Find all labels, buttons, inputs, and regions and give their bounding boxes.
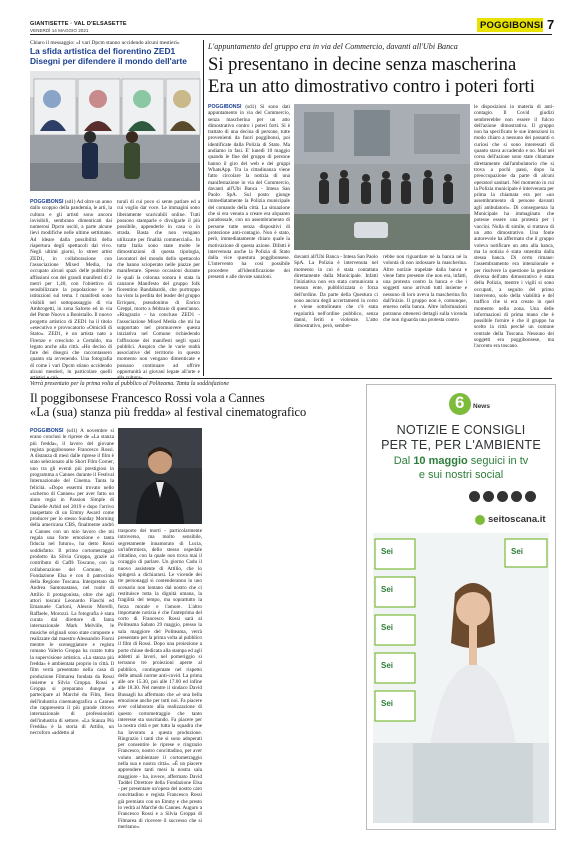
ad-sei-badge: Sei [381,585,394,594]
ad-line-2: PER TE, PER L'AMBIENTE [381,438,541,452]
instagram-icon[interactable] [497,491,508,502]
bottom-body-col-2: trasporto dei morti - particolarmente introverso, ma molto sensibile, segretamente innamorato di Lucia, un'infermiera, dello stesso ospedale cittadino, con la quale non trova mai il coraggio di parlare. Un giorno Cadu il nuovo assistente di Attilio, che lo spingerà a dichiararsi. Le vicende dei tre personaggi si contenderanno in uno scenario non lontano dal nostro che ci restituisce tutta la dignità umana, la fragilità del tempo, ma soprattutto la forza morale e l'amore. L'altro importante notizia è che l'anteprima del corto di Francesco Rossi sarà al Politeama Sabato 29 maggio, presso la sala maggiore del Politeama, verrà presentato per la prima volta al pubblico il film di Rossi. Dopo una proiezione a porte chiuse dedicata alla stampa ed agli addetti ai lavori, nel pomeriggio si terranno tre proiezioni aperte al pubblico, contingentate nel rispetto delle attuali norme anti-covid. La prima alle ore 15.30, poi alle 17.00 ed infine alle 18.30. Nel mentre il sindaco David Bussagli ha affermato che «è una bella emozione anche per tutti noi. Fa piacere aver collaborato alla realizzazione di questo cortometraggio che tanto interesse sta suscitando. Fa piacere per la nostra città e per tutta la squadra che ha lavorato a questa produzione. Ringrazio i tanti che si sono adoperati per consentire le riprese e ringrazio Francesco, nostro concittadino, per aver voluto ambientare il cortometraggio nella sua e nostra città». «È un piacere apprendere tanti mesi la nostra sala maggiore - ha, invece, affermato David Taddei Direttore della Fondazione Elsa - per presentare un'opera del nostro caro concittadino e regista Francesco Rossi già premiato con un Emmy e che presto lo vedrà al Marché du Cannes. Auguro a Francesco Rossi e a Silvia Groppa di Filmarea di ricevere il successo che si meritano». [118,528,202,830]
main-headline [208,54,554,98]
ad-line-1: NOTIZIE E CONSIGLI [396,423,526,437]
main-headline-line-2: Era un atto dimostrativo contro i poteri forti [208,76,535,97]
section-divider [30,378,552,379]
ad-logo-word: News [473,403,490,410]
left-body-col-2: turali di cui poco si sente parlare ed a cui voglio dar voce. Le immagini sono liberamente scaricabili online. Tutti possono stamparle e divulgarle il più possibile, appenderle in casa o in strada. Basta che non vengano utilizzate per finalità commerciali». In tutta Italia sono state molte le dimostrazioni di questa tipologia, lavoratori del mondo dello spettacolo che hanno scioperato nelle piazze per manifestare. Spesso occasioni durante le quali la colonna sonora è stata la canzone Manifesto del gruppo folk fiorentino Bandabardò, che purtroppo ha visto la perdita del leader del gruppo Erriquez, pseudonimo di Enrico Greppi, morto a febbraio di quest'anno. «Ringrazio - ha concluso ZED1 - l'associazione Mixed Media che mi ha supportato nel promuovere questa iniziativa nel Comune richiedendo l'affissione dei manifesti negli spazi pubblici. Auspico che le varie realtà associative del territorio in questo momento non vengano dimenticate e possano continuare ad offrire opportunità ai giovani legate all'arte e [117,199,200,376]
main-photo [294,104,470,250]
masthead-rule [30,34,552,35]
ad-sei-badge: Sei [381,699,394,708]
main-kicker: L'appuntamento del gruppo era in via del Commercio, davanti all'Ubi Banca [208,42,458,51]
column-divider [203,40,204,376]
left-headline [30,47,200,66]
bottom-headline-line-1: Il poggibonsese Francesco Rossi vola a Cannes [30,391,265,405]
dateline: POGGIBONSI [30,199,64,205]
ad-sei-badge: Sei [381,623,394,632]
rossi-photo-art [118,428,202,524]
twitter-icon[interactable] [525,491,536,502]
ad-line-3 [367,455,555,467]
masthead-date: VENERDÌ 14 MAGGIO 2021 [30,28,89,33]
bottom-kicker: Verrà presentato per la prima volta al pubblico al Politeama. Tanta la soddisfazione [30,381,230,387]
left-headline-line-1: La sfida artistica del fiorentino ZED1 [30,46,176,57]
ad-sei-badge: Sei [511,547,524,556]
ad-line-3-suffix: seguici in tv [470,455,529,467]
ad-studio-art [373,533,549,823]
ad-website[interactable]: seitoscana.it [488,514,546,525]
section-title: POGGIBONSI [480,20,544,31]
bottom-body-col-3 [206,428,360,828]
main-body-col-3: rebbe non riguardare né la banca né la volontà di non indossare la mascherina. Altre notizie trapelate dalla banca e viene fatto presente che non era, infatti, una protesta contro la banca e che i soggetti sono arrivati tutti insieme e nessuno di loro aveva la mascherina fin dall'inizio. Il gruppo non è, comunque, emerso nella banca. Altre informazioni potranno ottenersi dettagli sulla vicenda che non riguarda una protesta contro [383,254,467,323]
main-photo-art [294,104,470,250]
main-body-col-1: POGGIBONSI (sd1) Si sono dati appuntamento in via del Commercio, senza mascherina per un atto dimostrativo contro i poteri forti. Si è trattato di una decina di persone, tutte provenienti da fuori poggibonsi, poi identificate dalla Polizia di Stato. Ma andiamo in fasi. E' lunedì 10 maggio quando le fine del gruppo di persone hanno il giro del web e dei gruppi WhatsApp. Tra la cittadinanza viene fatto circolare la notizia di una manifestazione in via del Commercio, davanti all'Ubi Banca - Intesa San Paolo SpA. Sul posto giunge immediatamente la Polizia municipale del comando della città. La situazione che si era venuta a creare era alquanto paradossale, con un assembramento di persone tutte senza dispositivi di protezione anti-contagio. Non è stato, però, immediatamente chiaro quale la motivazione di questa azione. Difatti è intervenuta anche la Polizia di Stato dalla vice questura poggibonsese. L'intervento ha così possibile procedere all'identificazione dei presenti e alle dovute sanzioni. [208,104,290,281]
main-headline-line-1: Si presentano in decine senza mascherina [208,54,517,75]
bottom-headline [30,391,360,420]
dateline: POGGIBONSI [30,428,64,434]
zed1-photo-art [30,71,200,191]
ad-social-row [469,491,549,503]
masthead-paper: GIANTISETTE · VAL D'ELSASETTE [30,21,127,27]
left-body-col-1: POGGIBONSI (sd1) Ad oltre un anno dallo scoppio della pandemia, le arti, la cultura e gli artisti sono ancora invisibili, sembrano dimenticati dai numerosi Dpcm uscitì, a parte alcune lievi modifiche nelle ultime settimane. Ad ideare dalla possibilità della riapertura degli spettacoli dal vivo. Negli ultimi giorni, lo street artist ZED1, in collaborazione con l'associazione Mixed Media, ha occupato alcuni spazi delle pubbliche affissioni con dei grandi manifesti di 2 metri per 1,40, con l'obiettivo di sensibilizzare la popolazione e le istituzioni sul tema. I manifesti sono visibili nel sottopassaggio di via Ambrogetti, in zona Salceto ed in via del Ponte Nuovo a Bonistallo. Il nuovo progetto artistico di ZED1 ha il titolo «esecutivo e provocatorio «Omicidi di Stato». ZED1, è un artista nato a Firenze e cresciuto a Certaldo, ma legato anche alla città. «Ho deciso di fare dei disegni che raccontassero quanto sta avvenendo. Una fotografia di come i vari Dpcm stiano uccidendo alcuni mestieri, in particolare quelli [30,199,112,376]
main-body-col-2: davanti all'Ubi Banca - Intesa San Paolo SpA. La Polizia è intervenuta nel momento in cui è stata contattata direttamente dalla Municipale. Infatti l'iniziativa non era stata comunicata a nessun ente, pubblicizzata o forza dell'ordine. Da parte della Questura ci sono ancora degli accertamenti in corso e viene sottolineato che c'è stata regolarità nell'ordine pubblico, senza danni, feriti o violenze. L'atto dimostrativo, però, sembre- [294,254,378,330]
facebook-icon[interactable] [469,491,480,502]
ad-sei-badge: Sei [381,661,394,670]
rossi-photo [118,428,202,524]
left-headline-line-2: Disegni per difendere il mondo dell'arte [30,56,187,66]
ad-sei-badge: Sei [381,547,394,556]
left-story [30,40,200,67]
ad-logo-number: 6 [455,393,465,412]
left-kicker: Chiaro il messaggio: «I vari Dpcm stanno uccidendo alcuni mestieri» [30,40,180,46]
bottom-body-col-1: POGGIBONSI (sd1) A novembre si erano conclusi le riprese de «La stanza più fredda», il lavoro del giovane regista poggibonsese Francesco Rossi. A distanza di mesi dalle riprese il film è stato selezionato allo Short Film Corner, uno tra gli eventi più prestigiosi in programma a Cannes durante il Festival Internazionale del Cinema. Tanta la felicità. «Dopo essermi trovato nello «scherno di Cannes» per aver fatto un aiuto regia in Passion Simple di Danielle Arbid nel 2019 e dopo l'arrivo inaspettato di un Emmy Award come producer per lo stesso Sunday Morning della americana CBS, finalmente andrò a Cannes con un mio lavoro che mi regala una forte emozione e tanta fiducia nel futuro», ha detto Rossi soddisfatto. Il primo cortometraggio prodotto da Silvia Groppa, grazie al contributo di Caffè Toscano, con la collaborazione del Comune, di Fondazione Elsa e con il patrocinio della Regione Toscana. Interpretato da Andrea Santonastaso, nel ruolo di Attilio il protagonista, oltre che agli attori toscani Leonardo Fiaschi ed Emanuele Carloni, Alessio Morelli, Raffaele, Morozzi. La fotografia è stata curata dal direttore di fama internazionale Mark Melville, le musiche originali sono state composte e realizzate dal maestro Alessandro Fiorni mentre le sceneggiatore e regista romano Valerio Groppa ha curato tutta la supervisione artistica. «La stanza più fredda» è ambientata proprio in città. Il film verrà presentato nella casa di produzione Filmarea fondata da Rossi insieme a Silvia Groppa. Rossi e Groppa si preparano dunque a partecipare al Marché du Film, fiera dell'industria cinematografica a Cannes che rappresenta il più grande ritrovo internazionale di professionisti dell'industria di settore. «La Stanza Più Fredda» è la storia di Attilio, un necroforo «addetto al [30,428,114,737]
page-number: 7 [547,17,555,32]
ad-line-3-highlight: 10 maggio [413,455,468,467]
ad-line-3-prefix: Dal [393,455,411,467]
ad-panel [366,384,556,830]
zed1-photo [30,71,200,191]
dateline: POGGIBONSI [208,104,242,110]
ad-studio-photo [373,533,549,823]
bottom-headline-line-2: «La (sua) stanza più fredda» al festival cinematografico [30,405,307,420]
ad-line-4: e sui nostri social [418,469,504,481]
ad-website-circle [475,515,485,525]
main-body-col-4: le disposizioni in materia di anti-contagio. Il Covid giudizi sembrerebbe non essere il fulcro dell'azione dimostrativa. Il gruppo non ha specificato le sue intenzioni in modo chiaro a nessuno dei passanti o curiosi che si sono interessati di quanto stava accadendo e no. Mai nel corso dell'azione sono state chiamate direttamente dall'ambulatorio che si trova a pochi passi, dopo la preoccupazione da parte di alcuni operatori sanitari. Nel momento in cui la Polizia municipale è intervenuta per prima la chiamata era per «un assembramento di persone davanti agli ambulatori». Di conseguenza la Municipale ha immaginato che potesse essere una protesta per i vaccini. Nulla di simile, si trattava di un atto dimostrativo. Una fonte autorevole ha affermato che il gruppo voleva notificare un atto alla banca, ma la notizia è stata smentita dalla stessa banca. Di certo rimane: l'assembramento era intenzionale e per risolvere la questione la gestione diversa dell'atto dimostrativo è stata della Polizia, mentre i vigili si sono occupati, a seguito del primo intervento, solo della viabilità e del traffico che si era creato in quel momento nella zona. Una delle informazioni di prima mano che è possibile fornire è che il gruppo ha scelto la città perché un comune centrale della Toscana. Nessuno dei soggetti era poggibonsese, ma l'accento era toscano. [474,104,554,350]
linkedin-icon[interactable] [511,491,522,502]
youtube-icon[interactable] [483,491,494,502]
